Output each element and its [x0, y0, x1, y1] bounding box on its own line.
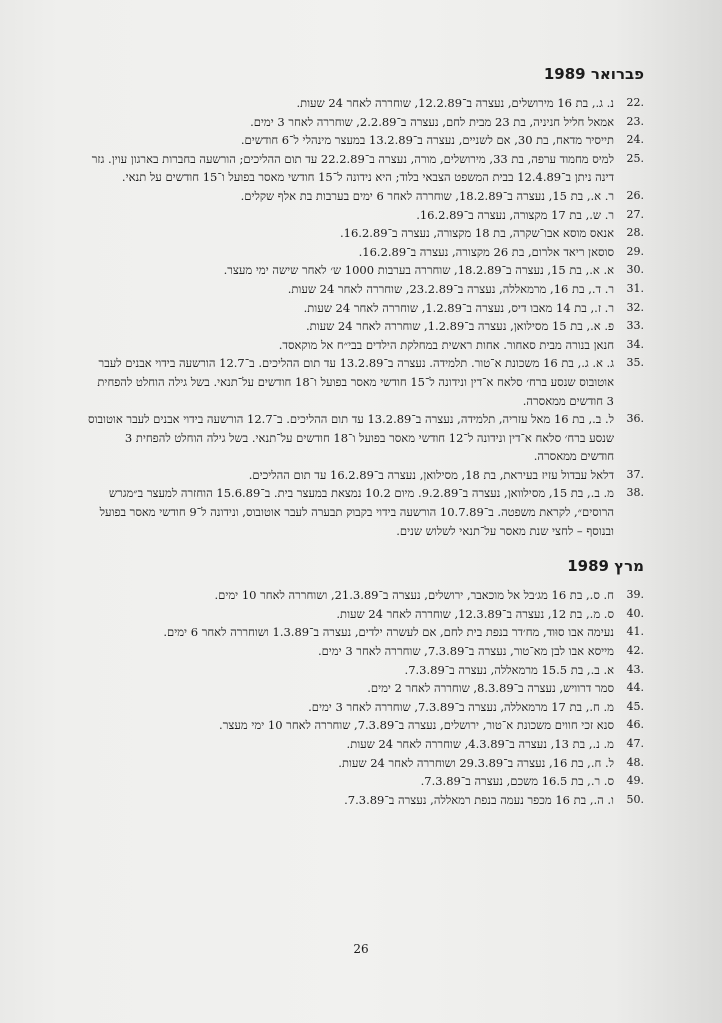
entry-text: א. ב., בת 15.5 מרמאללה, נעצרה ב־7.3.89. — [404, 662, 614, 677]
list-item — [88, 410, 644, 466]
entry-text: אנאס מוסא אבו־שקרה, בת 18 מקצורה, נעצרה ב־16.2.89. — [340, 226, 614, 241]
entry-number: 30. — [626, 263, 644, 277]
entry-text: סנא זכי חווים משכונת א־טור, ירושלים, נעצרה ב־7.3.89, שוחררה לאחר 10 ימי מעצר. — [219, 718, 614, 733]
list-item — [88, 698, 644, 717]
page-content — [88, 64, 644, 809]
list-item — [88, 772, 644, 791]
entry-text: נ. ג., בת 16 מירושלים, נעצרה ב־12.2.89, שוחררה לאחר 24 שעות. — [296, 96, 614, 110]
entry-text: מייסא אבו לבן מא־טור, נעצרה ב־7.3.89, שוחררה לאחר 3 ימים. — [317, 644, 614, 659]
entry-text: סוסאן ריאד אלרום, בת 26 מקצורה, נעצרה ב־16.2.89. — [358, 244, 614, 259]
list-item — [88, 623, 644, 642]
list-item — [88, 280, 644, 299]
entry-number: 34. — [626, 337, 644, 351]
entry-text: ג. א. ג., בת 16 משכונת א־טור. תלמידה. נעצרה ב־13.2.89 עד תום ההליכים. ב־12.7 הורשעה בידוי אבנים לעבר אוטובוס שנסע ברח׳ סלאח א־דין ונידונה ל־15 חודשי מאסר בפועל ו־18 חודשים על־תנאי. בשל גילה הוחלט להפחית 3 חודשים ממאסרה. — [97, 356, 614, 408]
list-item — [88, 735, 644, 754]
list-item — [88, 261, 644, 280]
list-item — [88, 187, 644, 206]
list-item — [88, 131, 644, 150]
entry-text: ל. ב., בת 16 מאל עזריה, תלמידה, נעצרה ב־13.2.89 עד תום ההליכים. ב־12.7 הורשעה בידוי אבנים לעבר אוטובוס שנסע ברח׳ סלאח א־דין ונידונה ל־12 חודשי מאסר בפועל ו־18 חודשים על־תנאי. בשל גילה הוחלט להפחית 3 חודשים ממאסרה. — [88, 412, 614, 464]
entry-number: 41. — [626, 625, 644, 639]
entry-number: 39. — [626, 588, 644, 602]
list-item — [88, 354, 644, 410]
entry-text: אמאל חליל חניניה, בת 23 מבית לחם, נעצרה ב־2.2.89, שוחררה לאחר 3 ימים. — [250, 114, 614, 129]
list-item — [88, 243, 644, 262]
entry-number: 37. — [626, 467, 644, 481]
list-item — [88, 206, 644, 225]
entry-number: 22. — [626, 96, 644, 109]
entry-number: 36. — [626, 412, 644, 426]
list-item — [88, 94, 644, 113]
entry-text: ו. ה., בת 16 מכפר נעמה בנפת רמאללה, נעצרה ב־7.3.89. — [344, 792, 614, 807]
entry-text: תייסיר מדאח, בת 30, אם לשניים, נעצרה ב־13.2.89 במעצר מינהלי ל־6 חודשים. — [240, 133, 614, 148]
entry-text: ס. מ., בת 12, נעצרה ב־12.3.89, שוחררה לאחר 24 שעות. — [336, 606, 614, 621]
list-item — [88, 113, 644, 132]
entry-text: נעימה אבו סוּוד, מח׳דר בנפת בית לחם, אם לעשרה ילדים, נעצרה ב־1.3.89 ושוחררה לאחר 6 ימים. — [163, 625, 614, 640]
list-item — [88, 661, 644, 680]
section-title-february: פברואר 1989 — [543, 65, 644, 83]
entry-text: מ. ב., בת 15, מסילוואן, נעצרה ב־9.2.89. מיום 10.2 נמצאת במעצר בית. ב־15.6.89 הוחזרה למעצר ב״מגרש הרוסים״, לקראת משפטה. ב־10.7.89 הורשעה בידוי בקבוק תבערה לעבר אוטובוס, ונידונה ל־9 חודשי מאסר בפועל ובנוסף – לחצי שנת מאסר על־תנאי לשלוש שנים. — [99, 486, 614, 538]
entry-number: 38. — [626, 486, 644, 500]
entry-text: ס. ר., בת 16.5 משכם, נעצרה ב־7.3.89. — [420, 774, 614, 789]
list-item — [88, 754, 644, 773]
entries-list-february — [88, 94, 644, 540]
entry-number: 46. — [626, 718, 644, 732]
entry-number: 28. — [626, 226, 644, 240]
page-number: 26 — [353, 942, 369, 956]
list-item — [88, 605, 644, 624]
entry-number: 26. — [626, 188, 644, 202]
entry-text: א. א., בת 15, נעצרה ב־18.2.89, שוחררה בערבות 1000 ש׳ לאחר שישה ימי מעצר. — [223, 263, 614, 278]
list-item — [88, 466, 644, 485]
entry-text: סמר דרוויש, נעצרה ב־8.3.89, שוחררה לאחר 2 ימים. — [367, 681, 614, 696]
list-item — [88, 150, 644, 187]
list-item — [88, 642, 644, 661]
entry-number: 25. — [626, 151, 644, 165]
list-item — [88, 484, 644, 540]
entry-text: ר. א., בת 15, נעצרה ב־18.2.89, שוחררה לאחר 6 ימים בערבות בת אלף שקלים. — [240, 188, 614, 203]
entry-number: 45. — [626, 699, 644, 713]
entry-text: מ. ח., בת 17 מרמאללה, נעצרה ב־7.3.89, שוחררה לאחר 3 ימים. — [308, 699, 614, 714]
entry-number: 35. — [626, 356, 644, 370]
entry-number: 48. — [626, 755, 644, 769]
list-item — [88, 317, 644, 336]
list-item — [88, 586, 644, 605]
entry-number: 29. — [626, 244, 644, 258]
list-item — [88, 336, 644, 355]
entry-text: ח. ס., בת 16 מג׳בל אל מוכאבר, ירושלים, נעצרה ב־21.3.89, ושוחררה לאחר 10 ימים. — [214, 588, 614, 603]
entry-number: 31. — [626, 281, 644, 295]
entry-text: ל. ח., בת 16, נעצרה ב־29.3.89 ושוחררה לאחר 24 שעות. — [338, 755, 614, 770]
entry-text: דלאל עבדול עזיז בעיראת, בת 18, מסילואן, נעצרה ב־16.2.89 עד תום ההליכים. — [248, 467, 614, 482]
entry-number: 32. — [626, 300, 644, 314]
entry-text: ר. ש., בת 17 מקצורה, נעצרה ב־16.2.89. — [416, 207, 614, 222]
entry-text: ר. ד., בת 16, מרמאללה, נעצרה ב־23.2.89, שוחררה לאחר 24 שעות. — [287, 281, 614, 296]
entry-text: למיס מחמוד ערפה, בת 33, מירושלים, מורה, נעצרה ב־22.2.89 עד תום ההליכים; הורשעה בחברות בארגון עוין. גזר דינה ניתן ב־12.4.89 בבית המשפט הצבאי בלוד; היא נידונה ל־15 חודשי מאסר בפועל ו־15 חודשים על תנאי. — [91, 151, 614, 185]
entry-number: 40. — [626, 606, 644, 620]
entry-number: 42. — [626, 644, 644, 658]
entry-number: 43. — [626, 662, 644, 676]
entry-number: 23. — [626, 114, 644, 128]
entry-number: 50. — [626, 792, 644, 806]
entry-text: ר. ז., בת 14 מאבו דיס, נעצרה ב־1.2.89, שוחררה לאחר 24 שעות. — [303, 300, 614, 315]
list-item — [88, 299, 644, 318]
list-item — [88, 224, 644, 243]
entry-number: 44. — [626, 681, 644, 695]
entries-list-march — [88, 586, 644, 809]
entry-number: 47. — [626, 737, 644, 750]
entry-number: 49. — [626, 774, 644, 788]
entry-text: פ. א., בת 15 מסילואן, נעצרה ב־1.2.89, שוחררה לאחר 24 שעות. — [305, 319, 614, 334]
section-title-march: מרץ 1989 — [567, 557, 644, 576]
entry-number: 33. — [626, 319, 644, 333]
list-item — [88, 716, 644, 735]
entry-number: 27. — [626, 207, 644, 221]
list-item — [88, 679, 644, 698]
entry-number: 24. — [626, 133, 644, 147]
entry-text: חנאן בנורה מבית סאחור. אחות ראשית במחלקת הילדים בבי״ח אל מוקאסד. — [278, 337, 614, 352]
entry-text: מ. נ., בת 13, נעצרה ב־4.3.89, שוחררה לאחר 24 שעות. — [346, 737, 614, 751]
list-item — [88, 791, 644, 810]
